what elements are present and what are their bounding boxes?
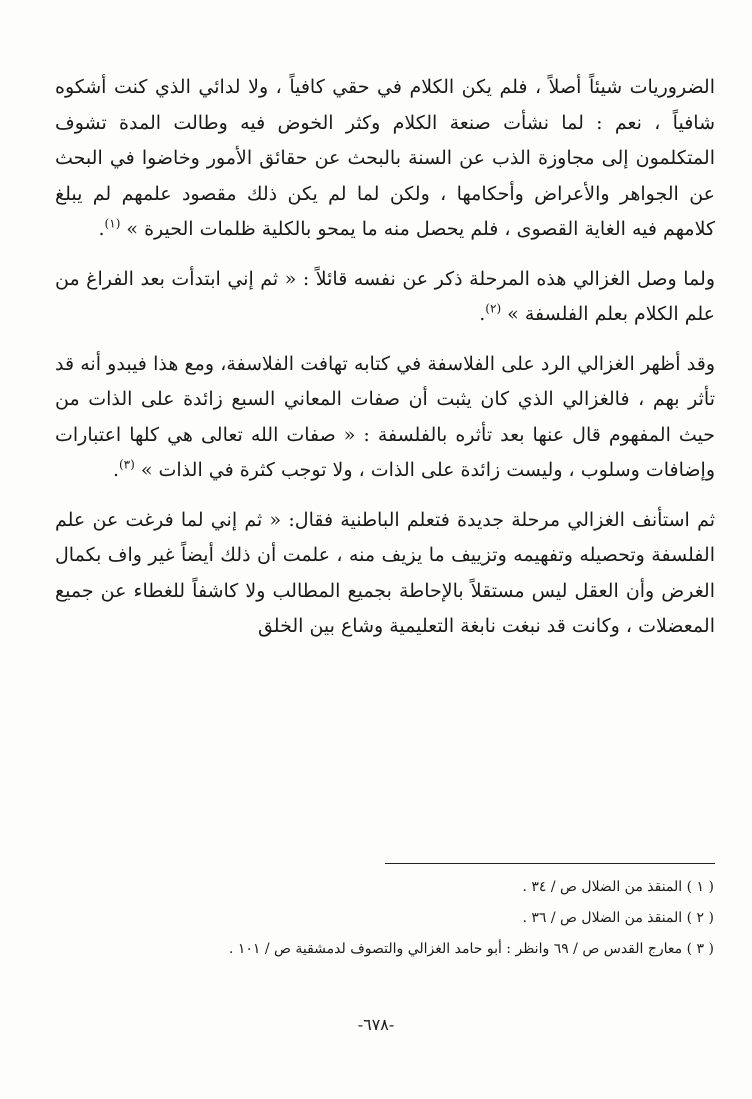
paragraph-1 bbox=[55, 70, 715, 248]
paragraph-4-text: ثم استأنف الغزالي مرحلة جديدة فتعلم الباطنية فقال: « ثم إني لما فرغت عن علم الفلسفة وتحصيله وتفهيمه وتزييف ما يزيف منه ، علمت أن ذلك أيضاً غير واف بكمال الغرض وأن العقل ليس مستقلاً بالإحاطة بجميع المطالب ولا كاشفاً للغطاء عن جميع المعضلات ، وكانت قد نبغت نابغة التعليمية وشاع بين الخلق bbox=[55, 508, 716, 637]
footnote-1: ( ١ ) المنقذ من الضلال ص / ٣٤ . bbox=[522, 879, 714, 895]
paragraph-1-text: الضروريات شيئاً أصلاً ، فلم يكن الكلام في حقي كافياً ، ولا لدائي الذي كنت أشكوه شافياً ، نعم : لما نشأت صنعة الكلام وكثر الخوض فيه وطالت المدة تشوف المتكلمون إلى مجاوزة الذب عن السنة بالبحث عن حقائق الأمور وخاضوا في البحث عن الجواهر والأعراض وأحكامها ، ولكن لما لم يكن ذلك مقصود علمهم لم يبلغ كلامهم فيه الغاية القصوى ، فلم يحصل منه ما يمحو بالكلية ظلمات الحيرة » bbox=[55, 76, 715, 240]
footnote-3: ( ٣ ) معارج القدس ص / ٦٩ وانظر : أبو حامد الغزالي والتصوف لدمشقية ص / ١٠١ . bbox=[228, 941, 714, 957]
footnote-ref-2: (٢) bbox=[485, 301, 502, 316]
footnote-2: ( ٢ ) المنقذ من الضلال ص / ٣٦ . bbox=[522, 910, 714, 926]
page-number: -٦٧٨- bbox=[357, 1015, 395, 1034]
paragraph-3-text: وقد أظهر الغزالي الرد على الفلاسفة في كتابه تهافت الفلاسفة، ومع هذا فيبدو أنه قد تأثر بهم ، فالغزالي الذي كان يثبت أن صفات المعاني السبع زائدة على الذات من حيث المفهوم قال عنها بعد تأثره بالفلسفة : « صفات الله تعالى هي كلها اعتبارات وإضافات وسلوب ، وليست زائدة على الذات ، ولا توجب كثرة في الذات » bbox=[55, 352, 715, 481]
paragraph-2-text: ولما وصل الغزالي هذه المرحلة ذكر عن نفسه قائلاً : « ثم إني ابتدأت بعد الفراغ من علم الكلام بعلم الفلسفة » bbox=[55, 267, 715, 325]
paragraph-3 bbox=[55, 347, 715, 489]
footnote-ref-3: (٣) bbox=[118, 457, 135, 472]
paragraph-2-tail: . bbox=[479, 303, 486, 325]
paragraph-4 bbox=[55, 503, 715, 645]
paragraph-2 bbox=[55, 262, 715, 333]
footnote-separator bbox=[385, 863, 715, 864]
paragraph-3-tail: . bbox=[112, 459, 119, 481]
paragraph-1-tail: . bbox=[98, 218, 105, 240]
footnotes bbox=[54, 872, 714, 965]
main-text bbox=[55, 70, 715, 645]
footnote-ref-1: (١) bbox=[104, 216, 121, 231]
